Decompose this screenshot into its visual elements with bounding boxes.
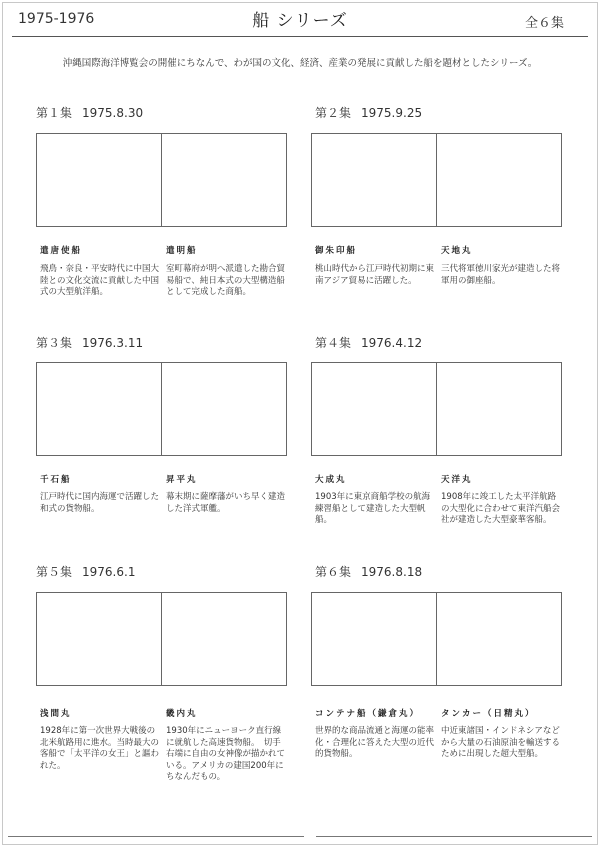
set-title [36, 334, 143, 351]
header-divider [12, 36, 588, 37]
ship-description: 1908年に竣工した太平洋航路の大型化に合わせて東洋汽船会社が建造した大型豪華客船。 [441, 492, 561, 525]
footer-divider [316, 836, 592, 837]
set-date: 1976.4.12 [361, 336, 423, 350]
stamp-image-placeholder [36, 133, 162, 227]
set-label: 第３集 [36, 336, 73, 350]
ship-name: コンテナ船（鎌倉丸） [315, 709, 421, 719]
set-title [36, 104, 143, 121]
ship-name: 千石船 [40, 475, 72, 485]
ship-description: 江戸時代に国内海運で活躍した和式の貨物船。 [40, 492, 160, 514]
ship-name: タンカー（日精丸） [441, 709, 536, 719]
set-label: 第５集 [36, 565, 73, 579]
ship-name: 御朱印船 [315, 246, 358, 256]
set-label: 第６集 [315, 565, 352, 579]
set-title [315, 563, 422, 580]
series-intro: 沖縄国際海洋博覧会の開催にちなんで、わが国の文化、経済、産業の発展に貢献した船を題材としたシリーズ。 [62, 58, 538, 69]
stamp-image-placeholder [311, 133, 437, 227]
ship-description: 中近東諸国・インドネシアなどから大量の石油原油を輸送するために出現した超大型船。 [441, 726, 561, 759]
ship-description: 桃山時代から江戸時代初期に東南アジア貿易に活躍した。 [315, 264, 435, 286]
footer-divider [8, 836, 304, 837]
stamp-image-placeholder [436, 362, 562, 456]
set-date: 1975.8.30 [82, 106, 144, 120]
set-label: 第４集 [315, 336, 352, 350]
set-date: 1975.9.25 [361, 106, 423, 120]
header-years: 1975-1976 [18, 11, 95, 27]
ship-name: 畿内丸 [166, 709, 198, 719]
ship-description: 飛鳥・奈良・平安時代に中国大陸との文化交流に貢献した中国式の大型航洋船。 [40, 264, 160, 297]
series-count: 全６集 [524, 16, 564, 31]
stamp-image-placeholder [436, 592, 562, 686]
stamp-image-placeholder [161, 362, 287, 456]
ship-description: 幕末期に薩摩藩がいち早く建造した洋式軍艦。 [166, 492, 286, 514]
set-date: 1976.8.18 [361, 565, 423, 579]
ship-name: 遣明船 [166, 246, 198, 256]
ship-name: 天地丸 [441, 246, 473, 256]
set-label: 第１集 [36, 106, 73, 120]
stamp-image-placeholder [311, 362, 437, 456]
stamp-image-placeholder [436, 133, 562, 227]
stamp-image-placeholder [161, 133, 287, 227]
stamp-image-placeholder [36, 362, 162, 456]
set-title [315, 334, 422, 351]
set-date: 1976.6.1 [82, 565, 136, 579]
ship-name: 遣唐使船 [40, 246, 83, 256]
ship-description: 1903年に東京商船学校の航海練習船として建造した大型帆船。 [315, 492, 431, 525]
ship-description: 1928年に第一次世界大戦後の北米航路用に進水。当時最大の客船で「太平洋の女王」と謳われた。 [40, 726, 160, 771]
page-title: 船 シリーズ [252, 11, 348, 31]
set-date: 1976.3.11 [82, 336, 144, 350]
set-title [36, 563, 135, 580]
ship-description: 世界的な商品流通と海運の能率化・合理化に答えた大型の近代的貨物船。 [315, 726, 435, 759]
ship-description: 室町幕府が明へ派遣した勘合貿易船で、純日本式の大型構造船として完成した商船。 [166, 264, 286, 297]
set-label: 第２集 [315, 106, 352, 120]
set-title [315, 104, 422, 121]
stamp-image-placeholder [161, 592, 287, 686]
ship-description: 三代将軍徳川家光が建造した将軍用の御座船。 [441, 264, 561, 286]
ship-name: 天洋丸 [441, 475, 473, 485]
stamp-image-placeholder [36, 592, 162, 686]
ship-description: 1930年にニューヨーク直行線に就航した高速貨物船。 切手右端に自由の女神像が描かれている。アメリカの建国200年にちなんだもの。 [166, 726, 286, 782]
ship-name: 昇平丸 [166, 475, 198, 485]
stamp-image-placeholder [311, 592, 437, 686]
ship-name: 浅間丸 [40, 709, 72, 719]
ship-name: 大成丸 [315, 475, 347, 485]
